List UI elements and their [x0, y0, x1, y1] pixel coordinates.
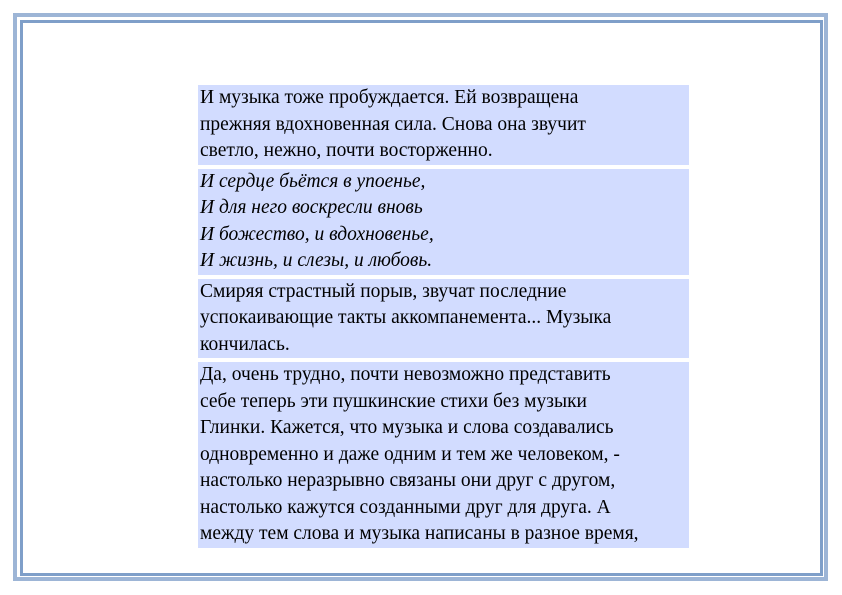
- poem-quote: [198, 169, 689, 275]
- paragraph-line: Да, очень трудно, почти невозможно представить: [200, 364, 611, 385]
- paragraph-line: настолько неразрывно связаны они друг с другом,: [200, 470, 616, 491]
- paragraph-line: себе теперь эти пушкинские стихи без музыки: [200, 390, 587, 412]
- paragraph-line: Глинки. Кажется, что музыка и слова создавались: [200, 417, 614, 438]
- paragraph-line: И музыка тоже пробуждается. Ей возвращена: [200, 87, 579, 108]
- poem-line: И для него воскресли вновь: [200, 197, 423, 218]
- paragraph-line: одновременно и даже одним и тем же человеком, -: [200, 443, 620, 465]
- paragraph-line: между тем слова и музыка написаны в разное время,: [200, 523, 639, 544]
- poem-line: И божество, и вдохновенье,: [200, 223, 434, 245]
- paragraph-line: успокаивающие такты аккомпанемента... Музыка: [200, 307, 612, 328]
- poem-line: И сердце бьётся в упоенье,: [200, 170, 426, 192]
- paragraph-line: настолько кажутся созданными друг для друга. А: [200, 496, 611, 518]
- paragraph-inseparable: [198, 362, 689, 548]
- paragraph-line: Смиряя страстный порыв, звучат последние: [200, 280, 567, 302]
- paragraph-line: кончилась.: [200, 333, 290, 355]
- paragraph-line: прежняя вдохновенная сила. Снова она звучит: [200, 113, 586, 135]
- paragraph-music-awakens: [198, 85, 689, 165]
- text-block: [198, 85, 689, 548]
- paragraph-line: светло, нежно, почти восторженно.: [200, 140, 493, 161]
- paragraph-music-ended: [198, 279, 689, 359]
- poem-line: И жизнь, и слезы, и любовь.: [200, 250, 433, 271]
